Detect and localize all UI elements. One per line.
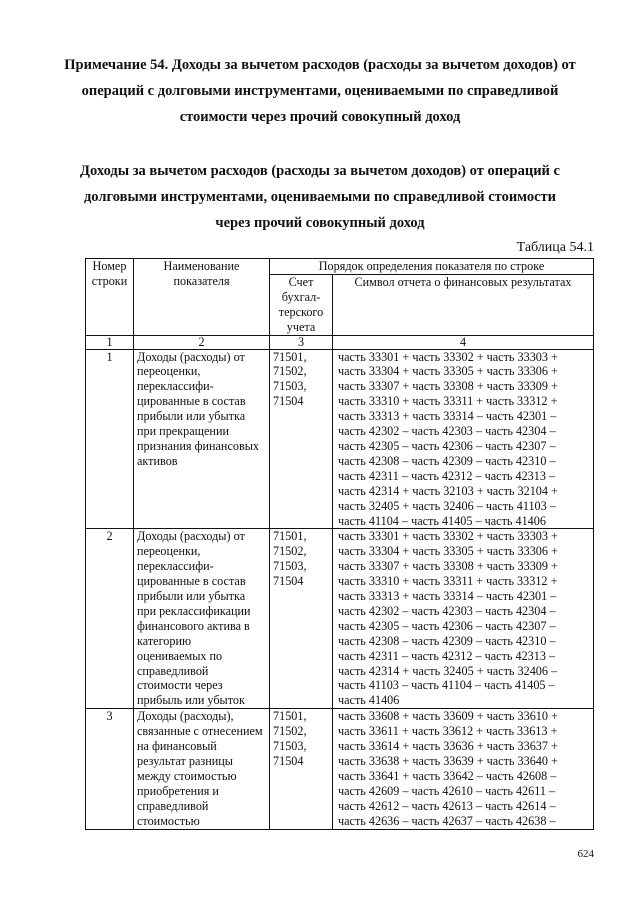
row-accounts: 71501, 71502, 71503, 71504 [270, 349, 333, 529]
row-accounts: 71501, 71502, 71503, 71504 [270, 529, 333, 709]
table-label: Таблица 54.1 [516, 240, 594, 255]
row-name: Доходы (расходы) от переоценки, переклассифи- цированные в состав прибыли или убытка при прекращении признания финансовых активов [134, 349, 270, 529]
table-row [86, 709, 594, 829]
column-numbers-row [86, 335, 594, 349]
column-number: 1 [86, 335, 134, 349]
row-number: 3 [86, 709, 134, 829]
table-title: Доходы за вычетом расходов (расходы за вычетом доходов) от операций с долговыми инструментами, оцениваемыми по справедливой стоимости через прочий совокупный доход [80, 163, 560, 231]
row-name: Доходы (расходы) от переоценки, переклассифи- цированные в состав прибыли или убытка при реклассификации финансового актива в категорию оцениваемых по справедливой стоимости через прибыль или убыток [134, 529, 270, 709]
note-title: Примечание 54. Доходы за вычетом расходов (расходы за вычетом доходов) от операций с долговыми инструментами, оцениваемыми по справедливой стоимости через прочий совокупный доход [64, 57, 576, 125]
indicator-table [85, 258, 594, 830]
row-accounts: 71501, 71502, 71503, 71504 [270, 709, 333, 829]
header-indicator-name: Наименование показателя [134, 259, 270, 336]
header-symbol: Символ отчета о финансовых результатах [333, 274, 594, 335]
header-order-group: Порядок определения показателя по строке [270, 259, 594, 275]
row-number: 1 [86, 349, 134, 529]
row-rule: часть 33301 + часть 33302 + часть 33303 + часть 33304 + часть 33305 + часть 33306 + часть 33307 + часть 33308 + часть 33309 + часть 33310 + часть 33311 + часть 33312 + часть 33313 + часть 33314 – часть 42301 – часть 42302 – часть 42303 – часть 42304 – часть 42305 – часть 42306 – часть 42307 – часть 42308 – часть 42309 – часть 42310 – часть 42311 – часть 42312 – часть 42313 – часть 42314 + часть 32405 + часть 32406 – часть 41103 – часть 41104 – часть 41405 – часть 41406 [333, 529, 594, 709]
page-number: 624 [577, 848, 594, 860]
row-number: 2 [86, 529, 134, 709]
table-row [86, 529, 594, 709]
header-account: Счет бухгал- терского учета [270, 274, 333, 335]
column-number: 3 [270, 335, 333, 349]
row-name: Доходы (расходы), связанные с отнесением на финансовый результат разницы между стоимостью приобретения и справедливой стоимостью [134, 709, 270, 829]
table-row [86, 349, 594, 529]
row-rule: часть 33608 + часть 33609 + часть 33610 + часть 33611 + часть 33612 + часть 33613 + часть 33614 + часть 33636 + часть 33637 + часть 33638 + часть 33639 + часть 33640 + часть 33641 + часть 33642 – часть 42608 – часть 42609 – часть 42610 – часть 42611 – часть 42612 – часть 42613 – часть 42614 – часть 42636 – часть 42637 – часть 42638 – [333, 709, 594, 829]
table-header [86, 259, 594, 350]
header-row-number: Номер строки [86, 259, 134, 336]
column-number: 4 [333, 335, 594, 349]
row-rule: часть 33301 + часть 33302 + часть 33303 + часть 33304 + часть 33305 + часть 33306 + часть 33307 + часть 33308 + часть 33309 + часть 33310 + часть 33311 + часть 33312 + часть 33313 + часть 33314 – часть 42301 – часть 42302 – часть 42303 – часть 42304 – часть 42305 – часть 42306 – часть 42307 – часть 42308 – часть 42309 – часть 42310 – часть 42311 – часть 42312 – часть 42313 – часть 42314 + часть 32103 + часть 32104 + часть 32405 + часть 32406 – часть 41103 – часть 41104 – часть 41405 – часть 41406 [333, 349, 594, 529]
column-number: 2 [134, 335, 270, 349]
